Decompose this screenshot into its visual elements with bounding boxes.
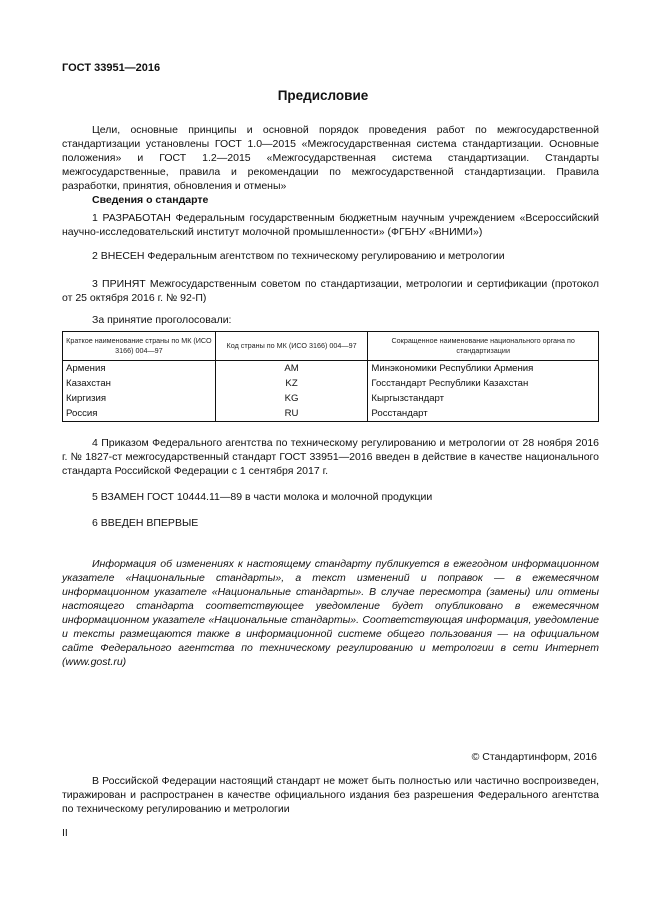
- item-6: 6 ВВЕДЕН ВПЕРВЫЕ: [92, 517, 199, 529]
- cell-code: RU: [215, 406, 368, 422]
- item-6-block: [62, 516, 599, 530]
- header-code: Код страны по МК (ИСО 3166) 004—97: [215, 332, 368, 361]
- item-5: 5 ВЗАМЕН ГОСТ 10444.11—89 в части молока и молочной продукции: [92, 491, 433, 503]
- item-3: 3 ПРИНЯТ Межгосударственным советом по стандартизации, метрологии и сертификации (протокол от 25 октября 2016 г. № 92-П): [62, 278, 599, 304]
- cell-code: KG: [215, 391, 368, 406]
- header-country: Краткое наименование страны по МК (ИСО 3166) 004—97: [63, 332, 216, 361]
- cell-code: KZ: [215, 376, 368, 391]
- table-header-row: [63, 332, 599, 361]
- page-title: Предисловие: [277, 88, 369, 103]
- table-row: [63, 376, 599, 391]
- copyright: © Стандартинформ, 2016: [471, 751, 597, 763]
- cell-country: Россия: [63, 406, 216, 422]
- cell-body: Кыргызстандарт: [368, 391, 599, 406]
- item-1-block: [62, 211, 599, 239]
- item-2: 2 ВНЕСЕН Федеральным агентством по техническому регулированию и метрологии: [92, 250, 505, 262]
- votes-table: [62, 331, 599, 422]
- reproduction-notice: В Российской Федерации настоящий стандарт не может быть полностью или частично воспроизведен, тиражирован и распространен в качестве официального издания без разрешения Федерального агентства по техническому регулированию и метрологии: [62, 775, 599, 815]
- table-row: [63, 361, 599, 377]
- page-number: II: [62, 827, 68, 839]
- intro-paragraph: Цели, основные принципы и основной порядок проведения работ по межгосударственной стандартизации установлены ГОСТ 1.0—2015 «Межгосударственная система стандартизации. Основные положения» и ГОСТ 1.2—2015 «Межгосударственная система стандартизации. Стандарты межгосударственные, правила и рекомендации по межгосударственной стандартизации. Правила разработки, принятия, обновления и отмены»: [62, 124, 599, 192]
- item-4-block: [62, 436, 599, 478]
- cell-country: Казахстан: [63, 376, 216, 391]
- cell-country: Киргизия: [63, 391, 216, 406]
- item-4: 4 Приказом Федерального агентства по техническому регулированию и метрологии от 28 ноября 2016 г. № 1827-ст межгосударственный стандарт ГОСТ 33951—2016 введен в действие в качестве национального стандарта Российской Федерации с 1 сентября 2017 г.: [62, 437, 599, 477]
- info-heading-block: [62, 193, 599, 207]
- cell-body: Госстандарт Республики Казахстан: [368, 376, 599, 391]
- votes-label: За принятие проголосовали:: [92, 314, 232, 326]
- footer-notice-block: [62, 774, 599, 816]
- table-row: [63, 391, 599, 406]
- header-body: Сокращенное наименование национального органа по стандартизации: [368, 332, 599, 361]
- cell-country: Армения: [63, 361, 216, 377]
- cell-code: AM: [215, 361, 368, 377]
- item-1: 1 РАЗРАБОТАН Федеральным государственным бюджетным научным учреждением «Всероссийский научно-исследовательский институт молочной промышленности» (ФГБНУ «ВНИМИ»): [62, 212, 599, 238]
- table-row: [63, 406, 599, 422]
- publication-notice: Информация об изменениях к настоящему стандарту публикуется в ежегодном информационном указателе «Национальные стандарты», а текст изменений и поправок — в ежемесячном информационном указателе «Национальные стандарты». В случае пересмотра (замены) или отмены настоящего стандарта соответствующее уведомление будет опубликовано в ежемесячном информационном указателе «Национальные стандарты». Соответствующая информация, уведомление и тексты размещаются также в информационной системе общего пользования — на официальном сайте Федерального агентства по техническому регулированию и метрологии в сети Интернет (www.gost.ru): [62, 558, 599, 668]
- notice-block: [62, 557, 599, 669]
- item-5-block: [62, 490, 599, 504]
- cell-body: Росстандарт: [368, 406, 599, 422]
- item-2-block: [62, 249, 599, 263]
- item-3-block: [62, 277, 599, 305]
- votes-label-block: [62, 313, 599, 327]
- cell-body: Минэкономики Республики Армения: [368, 361, 599, 377]
- intro-block: [62, 123, 599, 193]
- info-heading: Сведения о стандарте: [92, 194, 209, 206]
- standard-code: ГОСТ 33951—2016: [62, 62, 161, 74]
